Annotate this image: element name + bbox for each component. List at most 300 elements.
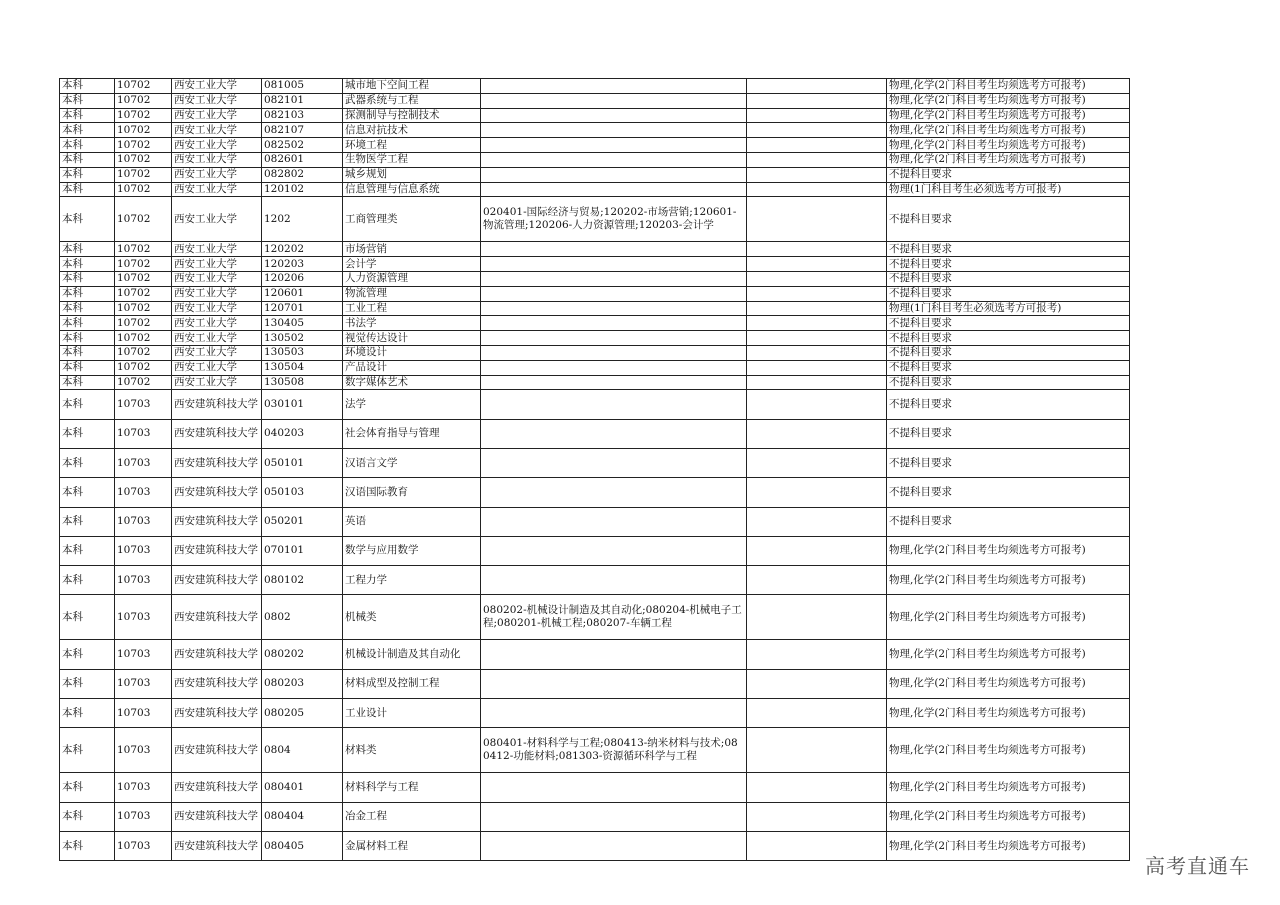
note-cell — [747, 331, 887, 346]
note-cell — [747, 360, 887, 375]
table-row — [60, 831, 1130, 860]
major-code-cell: 080405 — [262, 831, 343, 860]
school-name-cell: 西安建筑科技大学 — [172, 699, 262, 728]
school-code-cell: 10702 — [115, 286, 172, 301]
included-majors-cell — [481, 167, 747, 182]
subject-requirement-cell: 不提科目要求 — [887, 507, 1130, 536]
note-cell — [747, 566, 887, 595]
school-code-cell: 10703 — [115, 566, 172, 595]
school-name-cell: 西安工业大学 — [172, 242, 262, 257]
major-code-cell: 1202 — [262, 197, 343, 242]
note-cell — [747, 345, 887, 360]
table-row — [60, 390, 1130, 419]
major-name-cell: 城乡规划 — [343, 167, 481, 182]
major-name-cell: 法学 — [343, 390, 481, 419]
level-cell: 本科 — [60, 301, 115, 316]
school-name-cell: 西安建筑科技大学 — [172, 448, 262, 477]
major-code-cell: 082101 — [262, 93, 343, 108]
table-row — [60, 773, 1130, 802]
note-cell — [747, 507, 887, 536]
school-code-cell: 10703 — [115, 419, 172, 448]
included-majors-cell — [481, 390, 747, 419]
school-code-cell: 10703 — [115, 448, 172, 477]
included-majors-cell — [481, 640, 747, 669]
major-name-cell: 工业工程 — [343, 301, 481, 316]
level-cell: 本科 — [60, 448, 115, 477]
note-cell — [747, 478, 887, 507]
subject-requirement-cell: 物理,化学(2门科目考生均须选考方可报考) — [887, 595, 1130, 640]
table-row — [60, 595, 1130, 640]
school-code-cell: 10703 — [115, 728, 172, 773]
subject-requirement-cell: 不提科目要求 — [887, 331, 1130, 346]
major-name-cell: 机械设计制造及其自动化 — [343, 640, 481, 669]
major-name-cell: 市场营销 — [343, 242, 481, 257]
note-cell — [747, 728, 887, 773]
included-majors-cell — [481, 271, 747, 286]
school-name-cell: 西安建筑科技大学 — [172, 595, 262, 640]
subject-requirement-cell: 不提科目要求 — [887, 316, 1130, 331]
major-name-cell: 产品设计 — [343, 360, 481, 375]
major-name-cell: 材料类 — [343, 728, 481, 773]
school-code-cell: 10702 — [115, 345, 172, 360]
school-name-cell: 西安工业大学 — [172, 79, 262, 94]
school-name-cell: 西安建筑科技大学 — [172, 536, 262, 565]
table-row — [60, 108, 1130, 123]
school-code-cell: 10702 — [115, 108, 172, 123]
level-cell: 本科 — [60, 182, 115, 197]
note-cell — [747, 138, 887, 153]
table-row — [60, 79, 1130, 94]
school-code-cell: 10702 — [115, 271, 172, 286]
school-code-cell: 10703 — [115, 802, 172, 831]
note-cell — [747, 79, 887, 94]
subject-requirement-cell: 不提科目要求 — [887, 167, 1130, 182]
subject-requirement-cell: 物理,化学(2门科目考生均须选考方可报考) — [887, 152, 1130, 167]
school-code-cell: 10703 — [115, 478, 172, 507]
school-name-cell: 西安建筑科技大学 — [172, 478, 262, 507]
subject-requirement-cell: 物理,化学(2门科目考生均须选考方可报考) — [887, 773, 1130, 802]
subject-requirement-cell: 不提科目要求 — [887, 286, 1130, 301]
school-code-cell: 10702 — [115, 138, 172, 153]
included-majors-cell — [481, 257, 747, 272]
school-code-cell: 10702 — [115, 167, 172, 182]
major-name-cell: 人力资源管理 — [343, 271, 481, 286]
major-name-cell: 英语 — [343, 507, 481, 536]
level-cell: 本科 — [60, 93, 115, 108]
school-name-cell: 西安工业大学 — [172, 108, 262, 123]
school-name-cell: 西安建筑科技大学 — [172, 507, 262, 536]
subject-requirement-cell: 物理(1门科目考生必须选考方可报考) — [887, 301, 1130, 316]
subject-requirement-cell: 物理,化学(2门科目考生均须选考方可报考) — [887, 138, 1130, 153]
included-majors-cell — [481, 669, 747, 698]
school-code-cell: 10702 — [115, 301, 172, 316]
school-name-cell: 西安建筑科技大学 — [172, 728, 262, 773]
table-row — [60, 257, 1130, 272]
major-code-cell: 120206 — [262, 271, 343, 286]
major-name-cell: 物流管理 — [343, 286, 481, 301]
level-cell: 本科 — [60, 566, 115, 595]
level-cell: 本科 — [60, 257, 115, 272]
major-code-cell: 082103 — [262, 108, 343, 123]
table-row — [60, 331, 1130, 346]
level-cell: 本科 — [60, 536, 115, 565]
note-cell — [747, 242, 887, 257]
table-row — [60, 152, 1130, 167]
subject-requirement-cell: 不提科目要求 — [887, 345, 1130, 360]
subject-requirement-cell: 物理,化学(2门科目考生均须选考方可报考) — [887, 79, 1130, 94]
note-cell — [747, 167, 887, 182]
major-name-cell: 工程力学 — [343, 566, 481, 595]
note-cell — [747, 271, 887, 286]
included-majors-cell — [481, 331, 747, 346]
subject-requirement-cell: 物理,化学(2门科目考生均须选考方可报考) — [887, 669, 1130, 698]
level-cell: 本科 — [60, 138, 115, 153]
major-code-cell: 080203 — [262, 669, 343, 698]
level-cell: 本科 — [60, 345, 115, 360]
table-row — [60, 360, 1130, 375]
subject-requirement-cell: 不提科目要求 — [887, 257, 1130, 272]
level-cell: 本科 — [60, 390, 115, 419]
school-name-cell: 西安建筑科技大学 — [172, 831, 262, 860]
school-code-cell: 10702 — [115, 79, 172, 94]
school-code-cell: 10702 — [115, 152, 172, 167]
school-name-cell: 西安工业大学 — [172, 257, 262, 272]
included-majors-cell — [481, 316, 747, 331]
major-code-cell: 0802 — [262, 595, 343, 640]
note-cell — [747, 301, 887, 316]
major-code-cell: 030101 — [262, 390, 343, 419]
subject-requirement-cell: 不提科目要求 — [887, 419, 1130, 448]
major-code-cell: 120701 — [262, 301, 343, 316]
school-code-cell: 10703 — [115, 773, 172, 802]
school-name-cell: 西安工业大学 — [172, 123, 262, 138]
table-row — [60, 375, 1130, 390]
note-cell — [747, 152, 887, 167]
major-name-cell: 工业设计 — [343, 699, 481, 728]
table-row — [60, 316, 1130, 331]
included-majors-cell — [481, 566, 747, 595]
included-majors-cell — [481, 507, 747, 536]
major-name-cell: 冶金工程 — [343, 802, 481, 831]
included-majors-cell: 080202-机械设计制造及其自动化;080204-机械电子工程;080201-机械工程;080207-车辆工程 — [481, 595, 747, 640]
major-code-cell: 120202 — [262, 242, 343, 257]
note-cell — [747, 390, 887, 419]
school-code-cell: 10703 — [115, 669, 172, 698]
level-cell: 本科 — [60, 507, 115, 536]
school-name-cell: 西安工业大学 — [172, 375, 262, 390]
major-name-cell: 书法学 — [343, 316, 481, 331]
note-cell — [747, 182, 887, 197]
major-code-cell: 050103 — [262, 478, 343, 507]
subject-requirement-cell: 物理,化学(2门科目考生均须选考方可报考) — [887, 831, 1130, 860]
school-code-cell: 10703 — [115, 390, 172, 419]
major-code-cell: 050201 — [262, 507, 343, 536]
school-name-cell: 西安建筑科技大学 — [172, 773, 262, 802]
included-majors-cell — [481, 773, 747, 802]
note-cell — [747, 831, 887, 860]
included-majors-cell — [481, 802, 747, 831]
included-majors-cell — [481, 301, 747, 316]
school-code-cell: 10702 — [115, 93, 172, 108]
table-row — [60, 271, 1130, 286]
major-code-cell: 130504 — [262, 360, 343, 375]
table-row — [60, 802, 1130, 831]
table-row — [60, 182, 1130, 197]
major-code-cell: 082502 — [262, 138, 343, 153]
major-code-cell: 080202 — [262, 640, 343, 669]
included-majors-cell — [481, 93, 747, 108]
included-majors-cell — [481, 152, 747, 167]
subject-requirement-cell: 不提科目要求 — [887, 478, 1130, 507]
subject-requirement-cell: 物理,化学(2门科目考生均须选考方可报考) — [887, 640, 1130, 669]
note-cell — [747, 773, 887, 802]
school-code-cell: 10703 — [115, 640, 172, 669]
school-name-cell: 西安工业大学 — [172, 360, 262, 375]
subject-requirement-cell: 物理,化学(2门科目考生均须选考方可报考) — [887, 93, 1130, 108]
included-majors-cell — [481, 536, 747, 565]
major-code-cell: 120601 — [262, 286, 343, 301]
school-code-cell: 10702 — [115, 331, 172, 346]
school-name-cell: 西安建筑科技大学 — [172, 802, 262, 831]
major-name-cell: 材料成型及控制工程 — [343, 669, 481, 698]
major-code-cell: 080401 — [262, 773, 343, 802]
major-name-cell: 环境工程 — [343, 138, 481, 153]
major-code-cell: 081005 — [262, 79, 343, 94]
school-name-cell: 西安工业大学 — [172, 345, 262, 360]
subject-requirement-cell: 物理,化学(2门科目考生均须选考方可报考) — [887, 108, 1130, 123]
school-name-cell: 西安工业大学 — [172, 138, 262, 153]
subject-requirement-cell: 物理,化学(2门科目考生均须选考方可报考) — [887, 699, 1130, 728]
note-cell — [747, 802, 887, 831]
level-cell: 本科 — [60, 728, 115, 773]
level-cell: 本科 — [60, 773, 115, 802]
note-cell — [747, 699, 887, 728]
school-name-cell: 西安工业大学 — [172, 271, 262, 286]
subject-requirement-cell: 不提科目要求 — [887, 242, 1130, 257]
school-name-cell: 西安工业大学 — [172, 197, 262, 242]
level-cell: 本科 — [60, 152, 115, 167]
major-name-cell: 汉语国际教育 — [343, 478, 481, 507]
subject-requirement-cell: 不提科目要求 — [887, 271, 1130, 286]
note-cell — [747, 108, 887, 123]
school-code-cell: 10703 — [115, 699, 172, 728]
included-majors-cell — [481, 286, 747, 301]
included-majors-cell — [481, 345, 747, 360]
level-cell: 本科 — [60, 478, 115, 507]
major-name-cell: 社会体育指导与管理 — [343, 419, 481, 448]
table-row — [60, 478, 1130, 507]
school-name-cell: 西安工业大学 — [172, 316, 262, 331]
school-name-cell: 西安建筑科技大学 — [172, 419, 262, 448]
major-name-cell: 武器系统与工程 — [343, 93, 481, 108]
included-majors-cell — [481, 478, 747, 507]
note-cell — [747, 419, 887, 448]
included-majors-cell — [481, 108, 747, 123]
major-code-cell: 082107 — [262, 123, 343, 138]
included-majors-cell — [481, 699, 747, 728]
major-code-cell: 0804 — [262, 728, 343, 773]
included-majors-cell: 020401-国际经济与贸易;120202-市场营销;120601-物流管理;120206-人力资源管理;120203-会计学 — [481, 197, 747, 242]
school-code-cell: 10702 — [115, 257, 172, 272]
major-code-cell: 130508 — [262, 375, 343, 390]
school-code-cell: 10702 — [115, 123, 172, 138]
school-name-cell: 西安工业大学 — [172, 93, 262, 108]
included-majors-cell — [481, 360, 747, 375]
major-code-cell: 082601 — [262, 152, 343, 167]
subject-requirement-cell: 不提科目要求 — [887, 197, 1130, 242]
major-name-cell: 数学与应用数学 — [343, 536, 481, 565]
school-name-cell: 西安工业大学 — [172, 331, 262, 346]
included-majors-cell — [481, 419, 747, 448]
school-name-cell: 西安建筑科技大学 — [172, 640, 262, 669]
subject-requirement-cell: 不提科目要求 — [887, 390, 1130, 419]
watermark: 高考直通车 — [1145, 854, 1250, 878]
table-row — [60, 699, 1130, 728]
major-name-cell: 信息管理与信息系统 — [343, 182, 481, 197]
school-code-cell: 10702 — [115, 197, 172, 242]
table-row — [60, 640, 1130, 669]
level-cell: 本科 — [60, 595, 115, 640]
major-name-cell: 会计学 — [343, 257, 481, 272]
table-row — [60, 167, 1130, 182]
school-code-cell: 10703 — [115, 831, 172, 860]
school-name-cell: 西安建筑科技大学 — [172, 669, 262, 698]
table-row — [60, 123, 1130, 138]
note-cell — [747, 669, 887, 698]
school-code-cell: 10702 — [115, 360, 172, 375]
note-cell — [747, 257, 887, 272]
level-cell: 本科 — [60, 419, 115, 448]
table-row — [60, 286, 1130, 301]
table-row — [60, 301, 1130, 316]
school-name-cell: 西安工业大学 — [172, 286, 262, 301]
subject-requirement-cell: 不提科目要求 — [887, 360, 1130, 375]
level-cell: 本科 — [60, 640, 115, 669]
major-name-cell: 视觉传达设计 — [343, 331, 481, 346]
school-code-cell: 10702 — [115, 375, 172, 390]
table-row — [60, 566, 1130, 595]
school-code-cell: 10702 — [115, 242, 172, 257]
note-cell — [747, 316, 887, 331]
level-cell: 本科 — [60, 242, 115, 257]
major-name-cell: 数字媒体艺术 — [343, 375, 481, 390]
note-cell — [747, 536, 887, 565]
school-code-cell: 10703 — [115, 595, 172, 640]
note-cell — [747, 640, 887, 669]
note-cell — [747, 123, 887, 138]
subject-requirement-cell: 物理,化学(2门科目考生均须选考方可报考) — [887, 566, 1130, 595]
level-cell: 本科 — [60, 802, 115, 831]
note-cell — [747, 375, 887, 390]
major-name-cell: 机械类 — [343, 595, 481, 640]
table-row — [60, 345, 1130, 360]
major-name-cell: 城市地下空间工程 — [343, 79, 481, 94]
school-code-cell: 10702 — [115, 182, 172, 197]
level-cell: 本科 — [60, 197, 115, 242]
table-row — [60, 93, 1130, 108]
subject-requirement-cell: 物理,化学(2门科目考生均须选考方可报考) — [887, 123, 1130, 138]
included-majors-cell — [481, 375, 747, 390]
level-cell: 本科 — [60, 271, 115, 286]
level-cell: 本科 — [60, 699, 115, 728]
major-code-cell: 080102 — [262, 566, 343, 595]
subject-requirement-cell: 物理,化学(2门科目考生均须选考方可报考) — [887, 728, 1130, 773]
level-cell: 本科 — [60, 375, 115, 390]
major-code-cell: 130405 — [262, 316, 343, 331]
major-code-cell: 070101 — [262, 536, 343, 565]
major-name-cell: 信息对抗技术 — [343, 123, 481, 138]
level-cell: 本科 — [60, 669, 115, 698]
included-majors-cell — [481, 79, 747, 94]
level-cell: 本科 — [60, 331, 115, 346]
major-name-cell: 工商管理类 — [343, 197, 481, 242]
school-name-cell: 西安工业大学 — [172, 182, 262, 197]
level-cell: 本科 — [60, 286, 115, 301]
table-row — [60, 536, 1130, 565]
school-name-cell: 西安建筑科技大学 — [172, 390, 262, 419]
note-cell — [747, 93, 887, 108]
level-cell: 本科 — [60, 123, 115, 138]
major-code-cell: 082802 — [262, 167, 343, 182]
table-row — [60, 507, 1130, 536]
major-name-cell: 探测制导与控制技术 — [343, 108, 481, 123]
school-code-cell: 10703 — [115, 507, 172, 536]
school-name-cell: 西安工业大学 — [172, 152, 262, 167]
major-name-cell: 汉语言文学 — [343, 448, 481, 477]
table-row — [60, 728, 1130, 773]
note-cell — [747, 286, 887, 301]
level-cell: 本科 — [60, 360, 115, 375]
table-row — [60, 669, 1130, 698]
subject-requirement-cell: 物理(1门科目考生必须选考方可报考) — [887, 182, 1130, 197]
major-name-cell: 环境设计 — [343, 345, 481, 360]
school-name-cell: 西安工业大学 — [172, 167, 262, 182]
level-cell: 本科 — [60, 316, 115, 331]
level-cell: 本科 — [60, 831, 115, 860]
included-majors-cell — [481, 831, 747, 860]
subject-requirement-cell: 物理,化学(2门科目考生均须选考方可报考) — [887, 802, 1130, 831]
table-row — [60, 242, 1130, 257]
note-cell — [747, 448, 887, 477]
major-code-cell: 130502 — [262, 331, 343, 346]
included-majors-cell — [481, 138, 747, 153]
major-code-cell: 080205 — [262, 699, 343, 728]
school-code-cell: 10703 — [115, 536, 172, 565]
school-name-cell: 西安建筑科技大学 — [172, 566, 262, 595]
major-code-cell: 080404 — [262, 802, 343, 831]
major-code-cell: 120203 — [262, 257, 343, 272]
included-majors-cell — [481, 182, 747, 197]
subject-requirement-table — [59, 78, 1130, 861]
major-name-cell: 材料科学与工程 — [343, 773, 481, 802]
note-cell — [747, 197, 887, 242]
subject-requirement-cell: 物理,化学(2门科目考生均须选考方可报考) — [887, 536, 1130, 565]
note-cell — [747, 595, 887, 640]
major-code-cell: 040203 — [262, 419, 343, 448]
major-name-cell: 金属材料工程 — [343, 831, 481, 860]
included-majors-cell: 080401-材料科学与工程;080413-纳米材料与技术;080412-功能材料;081303-资源循环科学与工程 — [481, 728, 747, 773]
table-row — [60, 197, 1130, 242]
table-row — [60, 419, 1130, 448]
major-code-cell: 130503 — [262, 345, 343, 360]
table-row — [60, 448, 1130, 477]
major-name-cell: 生物医学工程 — [343, 152, 481, 167]
table-row — [60, 138, 1130, 153]
school-code-cell: 10702 — [115, 316, 172, 331]
included-majors-cell — [481, 242, 747, 257]
table-body — [60, 79, 1130, 861]
school-name-cell: 西安工业大学 — [172, 301, 262, 316]
